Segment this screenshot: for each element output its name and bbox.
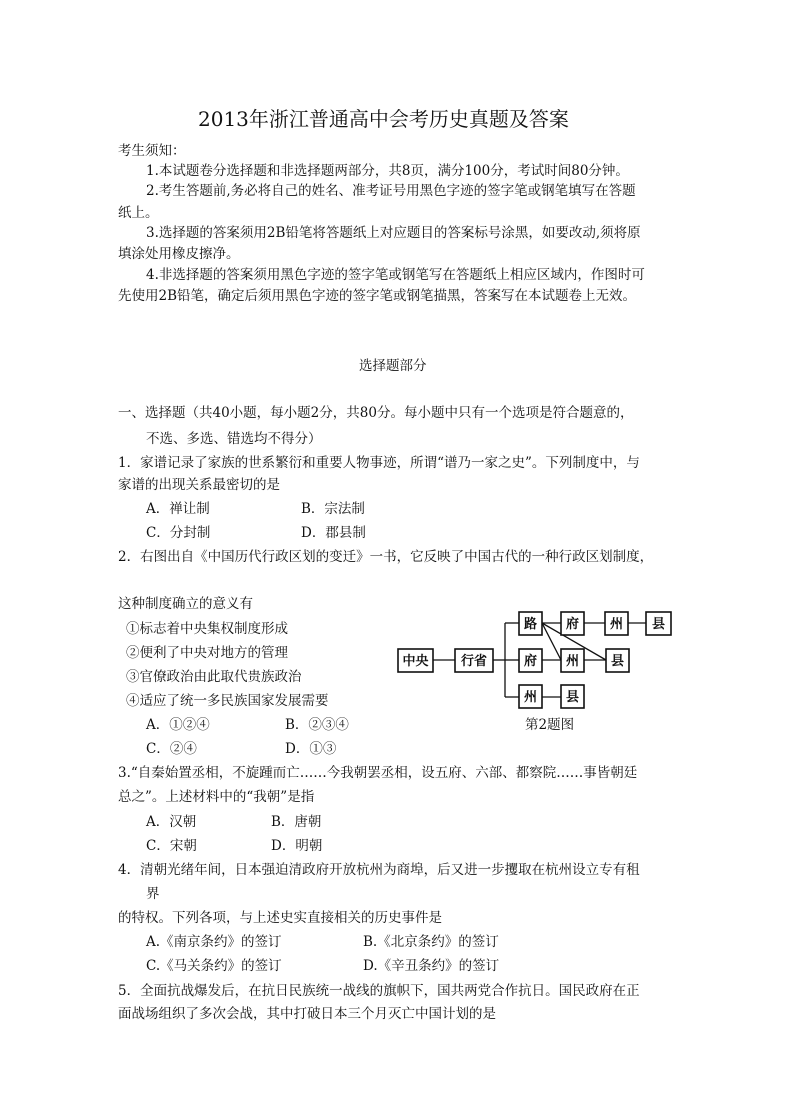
question-2-item: ③官僚政治由此取代贵族政治 — [126, 669, 302, 685]
question-2-option-a: A．①②④ — [146, 717, 210, 733]
diagram-caption: 第2题图 — [525, 717, 575, 733]
question-4-stem: 4．清朝光绪年间，日本强迫清政府开放杭州为商埠，后又进一步攫取在杭州设立专有租 — [118, 862, 640, 878]
notice-line: 填涂处用橡皮擦净。 — [118, 246, 240, 262]
notice-line: 2.考生答题前,务必将自己的姓名、准考证号用黑色字迹的签字笔或钢笔填写在答题 — [146, 183, 636, 199]
question-2-option-b: B．②③④ — [285, 717, 349, 733]
question-2-item: ①标志着中央集权制度形成 — [126, 621, 288, 637]
zhou-label: 州 — [523, 690, 538, 705]
question-3-option-b: B．唐朝 — [271, 814, 322, 830]
lu-label: 路 — [523, 617, 538, 632]
question-1-stem: 1．家谱记录了家族的世系繁衍和重要人物事迹，所谓“谱乃一家之史”。下列制度中，与 — [118, 455, 640, 471]
notice-line: 3.选择题的答案须用2B铅笔将答题纸上对应题目的答案标号涂黑，如要改动,须将原 — [146, 225, 641, 241]
question-2-item: ④适应了统一多民族国家发展需要 — [126, 693, 329, 709]
question-4-stem: 界 — [146, 886, 160, 902]
question-5-stem: 面战场组织了多次会战，其中打破日本三个月灭亡中国计划的是 — [118, 1006, 496, 1022]
question-2-stem: 这种制度确立的意义有 — [118, 596, 253, 612]
page-title: 2013年浙江普通高中会考历史真题及答案 — [198, 107, 569, 131]
question-3-option-a: A．汉朝 — [146, 814, 197, 830]
question-2-stem: 2．右图出自《中国历代行政区划的变迁》一书，它反映了中国古代的一种行政区划制度， — [118, 549, 654, 565]
part-heading: 一、选择题（共40小题，每小题2分，共80分。每小题中只有一个选项是符合题意的， — [118, 405, 634, 421]
notice-line: 1.本试题卷分选择题和非选择题两部分，共8页，满分100分，考试时间80分钟。 — [146, 163, 629, 179]
question-4-option-c: C.《马关条约》的签订 — [146, 958, 282, 974]
notice-line: 先使用2B铅笔，确定后须用黑色字迹的签字笔或钢笔描黑，答案写在本试题卷上无效。 — [118, 288, 637, 304]
question-3-option-c: C．宋朝 — [146, 838, 197, 854]
question-1-stem: 家谱的出现关系最密切的是 — [118, 477, 280, 493]
question-5-stem: 5．全面抗战爆发后，在抗日民族统一战线的旗帜下，国共两党合作抗日。国民政府在正 — [118, 983, 640, 999]
question-4-stem: 的特权。下列各项，与上述史实直接相关的历史事件是 — [118, 910, 442, 926]
question-1-option-b: B．宗法制 — [301, 501, 365, 517]
question-1-option-c: C．分封制 — [146, 525, 211, 541]
zhou-label: 州 — [565, 654, 580, 669]
question-1-option-a: A．禅让制 — [146, 501, 210, 517]
question-2-option-c: C．②④ — [146, 741, 197, 757]
question-2-option-d: D．①③ — [285, 741, 337, 757]
part-note: 不选、多选、错选均不得分） — [146, 431, 322, 447]
zhou-label: 州 — [609, 617, 624, 632]
xian-label: 县 — [610, 654, 625, 669]
question-3-option-d: D．明朝 — [271, 838, 323, 854]
question-2-item: ②便利了中央对地方的管理 — [126, 645, 288, 661]
question-1-option-d: D．郡县制 — [301, 525, 366, 541]
question-3-stem: 3.“自秦始置丞相，不旋踵而亡……今我朝罢丞相，设五府、六部、都察院……事皆朝廷 — [118, 765, 638, 781]
xian-label: 县 — [651, 617, 666, 632]
section-title: 选择题部分 — [359, 358, 427, 374]
fu-label: 府 — [523, 654, 538, 669]
fu-label: 府 — [565, 617, 580, 632]
question-3-stem: 总之”。上述材料中的“我朝”是指 — [118, 789, 315, 805]
province-label: 行省 — [460, 654, 488, 669]
notice-line: 纸上。 — [118, 205, 159, 221]
notice-line: 4.非选择题的答案须用黑色字迹的签字笔或钢笔写在答题纸上相应区域内，作图时可 — [146, 267, 645, 283]
question-4-option-d: D.《辛丑条约》的签订 — [363, 958, 500, 974]
xian-label: 县 — [565, 690, 580, 705]
notice-heading: 考生须知： — [118, 143, 186, 159]
question-4-option-a: A.《南京条约》的签订 — [146, 934, 282, 950]
question-4-option-b: B.《北京条约》的签订 — [363, 934, 499, 950]
central-label: 中央 — [402, 654, 429, 669]
